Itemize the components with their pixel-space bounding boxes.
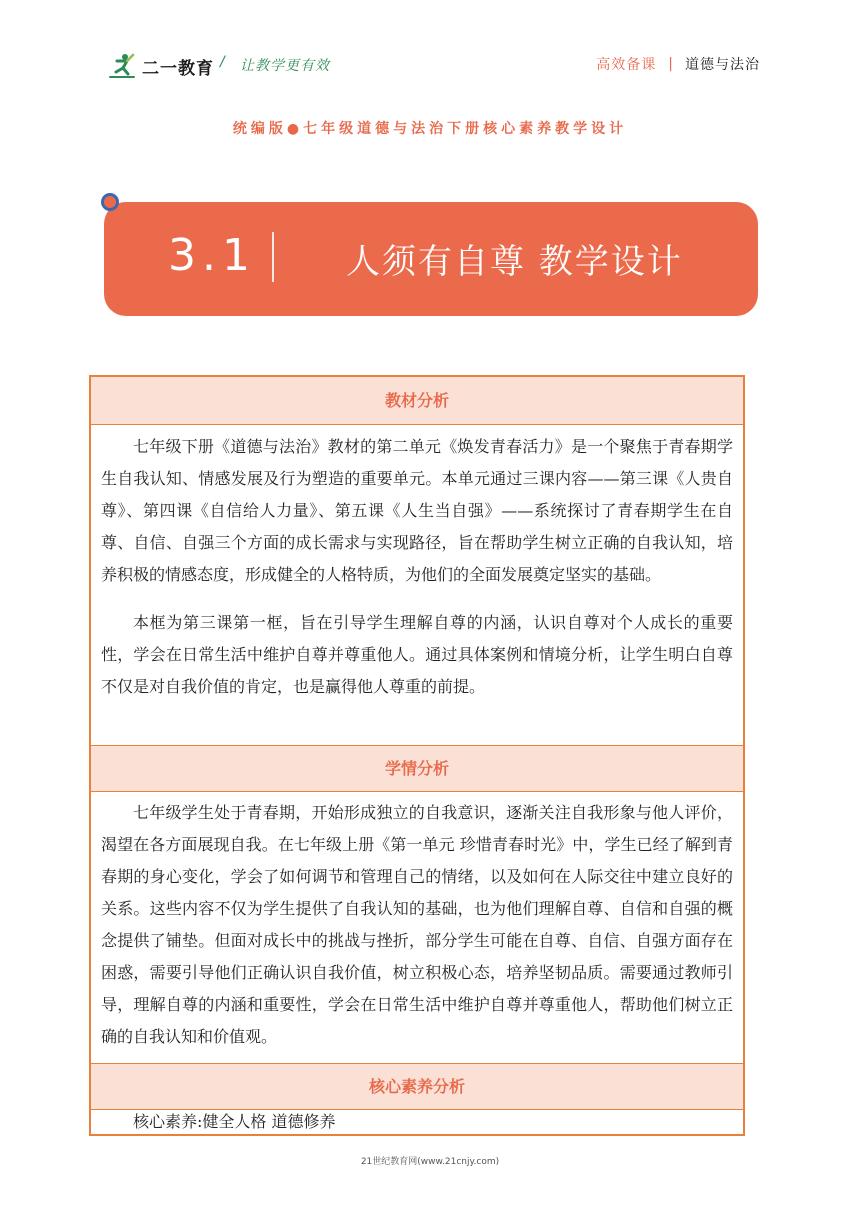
paragraph: 核心素养:健全人格 道德修养 — [133, 1112, 336, 1131]
page-footer: 21世纪教育网(www.21cnjy.com) — [360, 1157, 500, 1167]
analysis-table — [89, 375, 745, 1136]
logo — [108, 50, 214, 82]
lesson-number: 3.1 — [168, 230, 256, 281]
section-body — [91, 1110, 743, 1134]
section-heading: 学情分析 — [91, 746, 743, 792]
series-title: 统编版●七年级道德与法治下册核心素养教学设计 — [232, 121, 628, 137]
logo-text: 二一教育 — [142, 58, 214, 79]
runner-logo-icon — [108, 52, 136, 80]
paragraph: 七年级下册《道德与法治》教材的第二单元《焕发青春活力》是一个聚焦于青春期学生自我认知、情感发展及行为塑造的重要单元。本单元通过三课内容——第三课《人贵自尊》、第四课《自信给人力量》、第五课《人生当自强》——系统探讨了青春期学生在自尊、自信、自强三个方面的成长需求与实现路径，旨在帮助学生树立正确的自我认知，培养积极的情感态度，形成健全的人格特质，为他们的全面发展奠定坚实的基础。 — [101, 437, 733, 584]
header-slogan: 让教学更有效 — [240, 58, 330, 74]
header-tag: 高效备课 — [596, 57, 657, 73]
header-subject: 道德与法治 — [685, 57, 760, 73]
section-body — [91, 425, 743, 746]
paragraph: 七年级学生处于青春期，开始形成独立的自我意识，逐渐关注自我形象与他人评价，渴望在各方面展现自我。在七年级上册《第一单元 珍惜青春时光》中，学生已经了解到青春期的身心变化，学会了如何调节和管理自己的情绪，以及如何在人际交往中建立良好的关系。这些内容不仅为学生提供了自我认知的基础，也为他们理解自尊、自信和自强的概念提供了铺垫。但面对成长中的挑战与挫折，部分学生可能在自尊、自信、自强方面存在困惑，需要引导他们正确认识自我价值，树立积极心态，培养坚韧品质。需要通过教师引导，理解自尊的内涵和重要性，学会在日常生活中维护自尊并尊重他人，帮助他们树立正确的自我认知和价值观。 — [101, 803, 733, 1046]
paragraph: 本框为第三课第一框，旨在引导学生理解自尊的内涵，认识自尊对个人成长的重要性，学会在日常生活中维护自尊并尊重他人。通过具体案例和情境分析，让学生明白自尊不仅是对自我价值的肯定，也是赢得他人尊重的前提。 — [101, 613, 733, 696]
banner-divider — [272, 232, 274, 282]
section-body — [91, 792, 743, 1064]
section-heading: 教材分析 — [91, 377, 743, 425]
section-heading: 核心素养分析 — [91, 1064, 743, 1110]
lesson-title: 人须有自尊 教学设计 — [346, 242, 683, 282]
page-header — [0, 0, 860, 92]
header-separator: / — [220, 54, 225, 70]
header-divider: | — [668, 56, 673, 72]
banner-dot-icon — [101, 193, 119, 211]
header-right — [596, 54, 760, 74]
